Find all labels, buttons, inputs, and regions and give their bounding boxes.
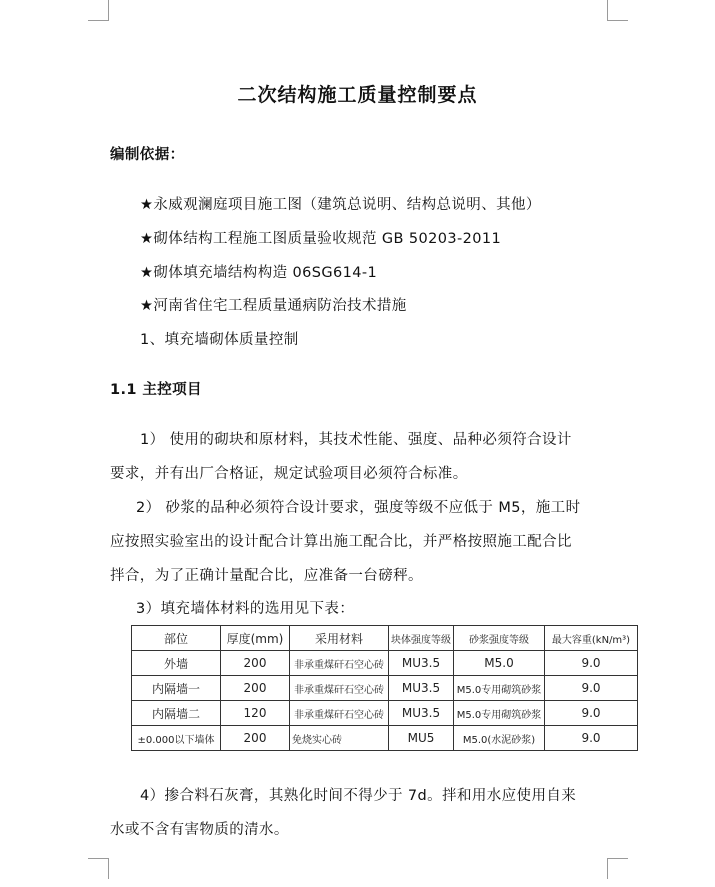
materials-table [131, 625, 638, 751]
table-header-cell: 块体强度等级 [389, 626, 454, 651]
paragraph-line: 应按照实验室出的设计配合计算出施工配合比，并严格按照施工配合比 [110, 534, 572, 550]
paragraph-line: 2） 砂浆的品种必须符合设计要求，强度等级不应低于 M5，施工时 [136, 500, 581, 516]
table-cell: MU3.5 [389, 701, 454, 726]
paragraph-line: 4）掺合料石灰膏，其熟化时间不得少于 7d。拌和用水应使用自来 [140, 788, 577, 804]
basis-item: ★永威观澜庭项目施工图（建筑总说明、结构总说明、其他） [140, 197, 541, 213]
table-row [132, 726, 638, 751]
corner-mark-top-right [607, 0, 628, 21]
table-header-cell: 厚度(mm) [221, 626, 290, 651]
table-row [132, 701, 638, 726]
paragraph-line: 水或不含有害物质的清水。 [110, 822, 289, 838]
table-header-cell: 采用材料 [290, 626, 389, 651]
table-cell: 外墙 [132, 651, 221, 676]
table-cell: 9.0 [545, 701, 638, 726]
table-cell: 免烧实心砖 [290, 726, 389, 751]
corner-mark-top-left [88, 0, 109, 21]
table-cell: 非承重煤矸石空心砖 [290, 676, 389, 701]
table-cell: M5.0 [454, 651, 545, 676]
table-cell: M5.0(水泥砂浆) [454, 726, 545, 751]
table-header-cell: 最大容重(kN/m³) [545, 626, 638, 651]
paragraph-line: 3）填充墙体材料的选用见下表： [136, 601, 355, 617]
table-cell: 9.0 [545, 676, 638, 701]
corner-mark-bottom-right [607, 858, 628, 879]
table-cell: 内隔墙二 [132, 701, 221, 726]
table-header-cell: 砂浆强度等级 [454, 626, 545, 651]
table-cell: MU5 [389, 726, 454, 751]
table-cell: 120 [221, 701, 290, 726]
table-cell: M5.0专用砌筑砂浆 [454, 676, 545, 701]
basis-item: ★砌体结构工程施工图质量验收规范 GB 50203-2011 [140, 231, 502, 247]
table-cell: ±0.000以下墙体 [132, 726, 221, 751]
table-cell: 非承重煤矸石空心砖 [290, 701, 389, 726]
table-header-cell: 部位 [132, 626, 221, 651]
basis-item: ★河南省住宅工程质量通病防治技术措施 [140, 298, 407, 314]
table-cell: 内隔墙一 [132, 676, 221, 701]
table-cell: 200 [221, 676, 290, 701]
paragraph-line: 拌合，为了正确计量配合比，应准备一台磅秤。 [110, 568, 423, 584]
table-cell: 9.0 [545, 651, 638, 676]
table-cell: MU3.5 [389, 651, 454, 676]
table-row [132, 651, 638, 676]
table-cell: M5.0专用砌筑砂浆 [454, 701, 545, 726]
table-cell: 9.0 [545, 726, 638, 751]
corner-mark-bottom-left [88, 858, 109, 879]
document-title: 二次结构施工质量控制要点 [237, 84, 478, 106]
subsection-heading: 1.1 主控项目 [110, 382, 202, 398]
table-header-row [132, 626, 638, 651]
paragraph-line: 1） 使用的砌块和原材料，其技术性能、强度、品种必须符合设计 [140, 432, 572, 448]
table-cell: MU3.5 [389, 676, 454, 701]
table-cell: 200 [221, 726, 290, 751]
table-cell: 非承重煤矸石空心砖 [290, 651, 389, 676]
basis-heading: 编制依据： [110, 147, 185, 163]
paragraph-line: 要求，并有出厂合格证，规定试验项目必须符合标准。 [110, 466, 468, 482]
table-row [132, 676, 638, 701]
table-cell: 200 [221, 651, 290, 676]
section-heading: 1、填充墙砌体质量控制 [140, 332, 299, 348]
basis-item: ★砌体填充墙结构构造 06SG614-1 [140, 265, 378, 281]
